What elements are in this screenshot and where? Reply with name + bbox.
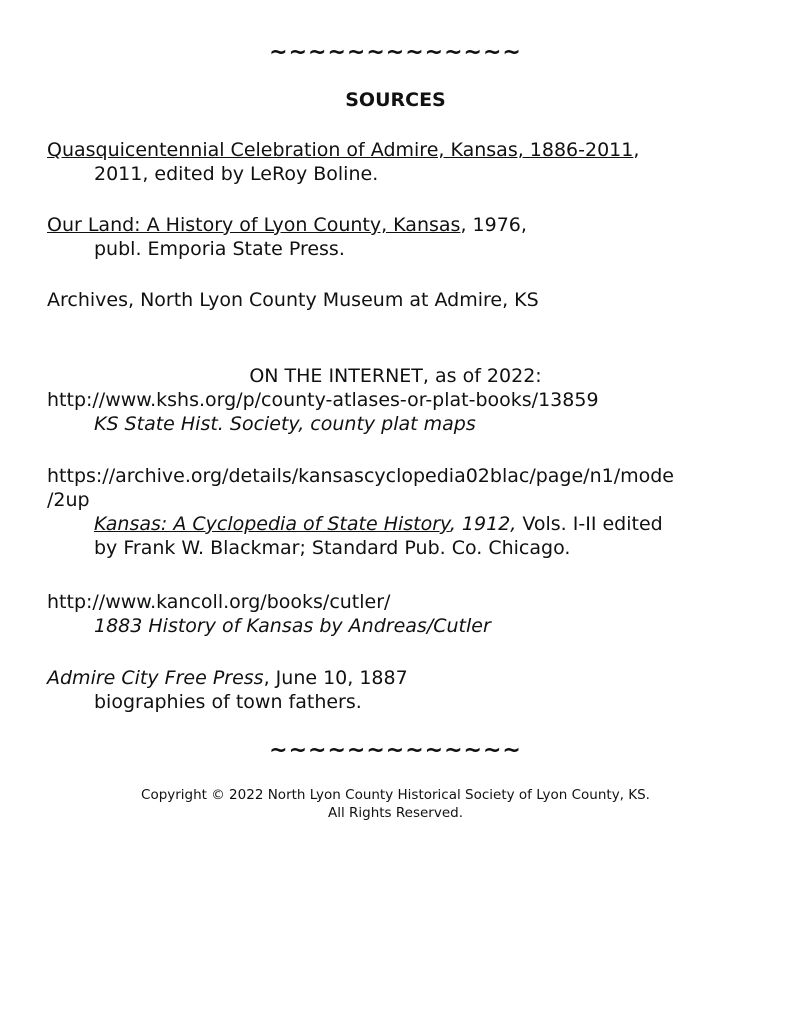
source-title-suffix: , 1976, [460, 214, 527, 236]
internet-description: 1883 History of Kansas by Andreas/Cutler [94, 615, 491, 637]
copyright-notice [0, 786, 791, 822]
internet-description: KS State Hist. Society, county plat maps [94, 413, 476, 435]
source-title-suffix: , [633, 139, 640, 161]
source-entry [47, 138, 757, 186]
source-detail: publ. Emporia State Press. [94, 238, 345, 260]
internet-url: http://www.kshs.org/p/county-atlases-or-plat-books/13859 [47, 389, 599, 411]
internet-url: https://archive.org/details/kansascyclopedia02blac/page/n1/mode [47, 465, 674, 487]
top-divider: ~~~~~~~~~~~~~ [269, 40, 522, 65]
internet-book-detail: Vols. I-II edited [516, 513, 663, 535]
internet-book-title: Kansas: A Cyclopedia of State History [94, 513, 450, 535]
internet-book-year: , 1912, [449, 513, 517, 535]
newspaper-date: , June 10, 1887 [263, 667, 408, 689]
bottom-divider: ~~~~~~~~~~~~~ [269, 738, 522, 763]
source-detail: 2011, edited by LeRoy Boline. [94, 163, 379, 185]
source-title-line [47, 138, 757, 162]
rights-line: All Rights Reserved. [327, 805, 464, 821]
internet-entry [47, 464, 757, 560]
newspaper-detail: biographies of town fathers. [94, 691, 362, 713]
source-title: Quasquicentennial Celebration of Admire, Kansas, 1886-2011 [47, 139, 634, 161]
source-text: Archives, North Lyon County Museum at Admire, KS [47, 289, 539, 311]
source-entry [47, 213, 757, 261]
internet-url-continued: /2up [47, 489, 90, 511]
internet-heading: ON THE INTERNET, as of 2022: [249, 365, 542, 387]
internet-entry [47, 388, 757, 436]
internet-entry [47, 590, 757, 638]
internet-entry [47, 666, 757, 714]
newspaper-title: Admire City Free Press [47, 667, 264, 689]
internet-description [47, 512, 757, 536]
copyright-line: Copyright © 2022 North Lyon County Historical Society of Lyon County, KS. [141, 787, 650, 803]
internet-description-continued: by Frank W. Blackmar; Standard Pub. Co. Chicago. [94, 537, 571, 559]
newspaper-title-line [47, 666, 757, 690]
sources-heading: SOURCES [345, 89, 446, 111]
internet-url: http://www.kancoll.org/books/cutler/ [47, 591, 391, 613]
source-entry [47, 288, 757, 312]
source-title: Our Land: A History of Lyon County, Kansas [47, 214, 461, 236]
source-title-line [47, 213, 757, 237]
